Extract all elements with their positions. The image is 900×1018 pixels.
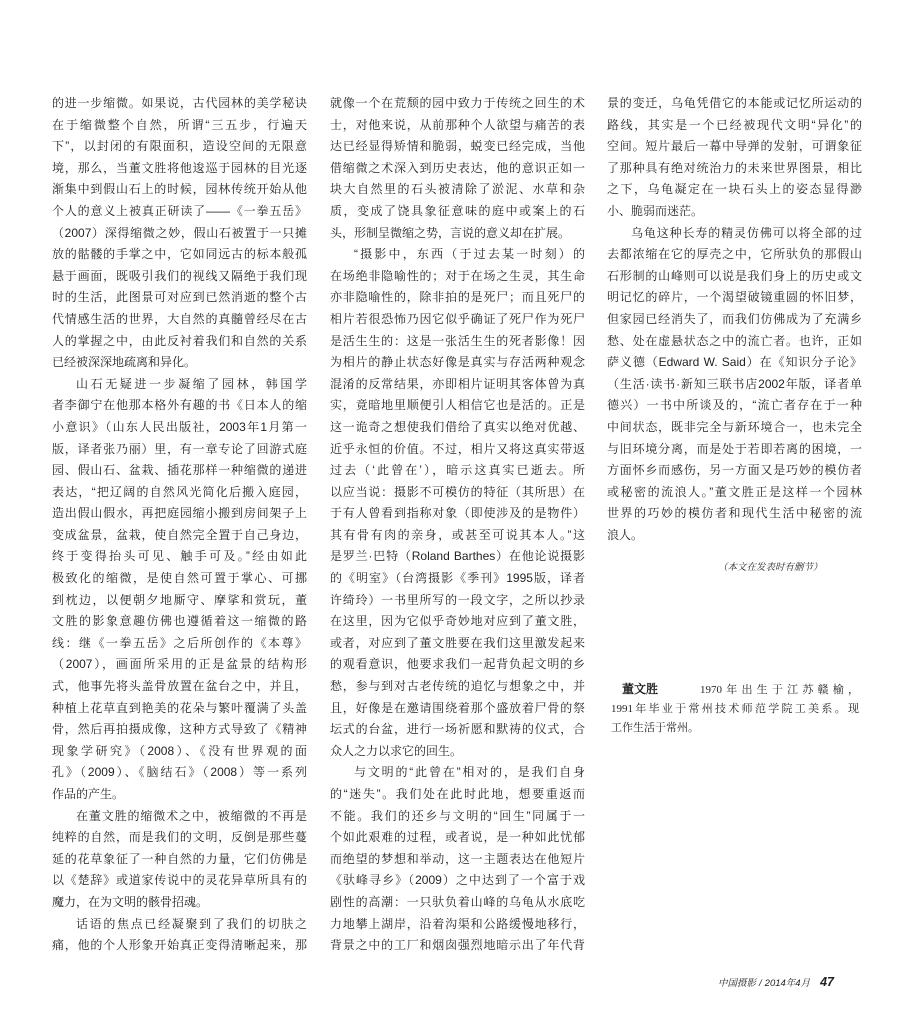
bio-text-line: 工作生活于常州。	[611, 722, 699, 734]
article-text-line: 许绮玲）一书里所写的一段文字，之所以抄录	[330, 592, 585, 607]
article-text-line: 已经被深深地疏离和异化。	[52, 355, 197, 370]
article-text-line: 剧性的高潮：一只驮负着山峰的乌龟从水底吃	[330, 894, 585, 909]
footer-issue-date: 2014年4月	[764, 978, 811, 989]
article-text-line: 在场绝非隐喻性的；对于在场之生灵，其生命	[330, 268, 585, 283]
article-text-line: 块大自然里的石头被清除了淤泥、水草和杂	[330, 182, 585, 197]
article-text-line: 放的骷髅的手掌之中，它如同远古的标本般孤	[52, 247, 307, 262]
article-text-line: 去都浓缩在它的厚壳之中，它所驮负的那假山	[607, 247, 862, 262]
article-text-line: 时的生活，此图景可对应到已然消逝的整个古	[52, 290, 307, 305]
article-text-line: 极致化的缩微，是使自然可置于掌心、可挪	[52, 571, 307, 586]
article-text-line: 为相片的静止状态好像是真实与存活两种观念	[330, 355, 585, 370]
article-text-line: 明记忆的碎片，一个渴望破镜重圆的怀旧梦，	[607, 290, 862, 305]
article-text-line: 愁，参与到对古老传统的追忆与想象之中，并	[330, 679, 585, 694]
article-text-line: 延的花草象征了一种自然的力量，它们仿佛是	[52, 851, 307, 866]
article-text-line: 境，那么，当董文胜将他逡巡于园林的目光逐	[52, 160, 307, 175]
article-paragraph	[52, 374, 307, 806]
article-text-line: 版，译者张乃丽）里，有一章专论了回游式庭	[52, 441, 307, 456]
article-text-line: 骨，然后再拍摄成像，这种方式导致了《精神	[52, 722, 307, 737]
article-text-line: 这一诡奇之想使我们借给了真实以绝对优越、	[330, 419, 585, 434]
article-text-line: 下”，以封闭的有限面积，造设空间的无限意	[52, 139, 307, 154]
article-text-line: 的进一步缩微。如果说，古代园林的美学秘诀	[52, 96, 307, 110]
article-text-line: 愁、处在虚悬状态之中的流亡者。也许，正如	[607, 333, 862, 348]
article-text-line: 的《明室》（台湾摄影《季刊》1995版，译者	[330, 571, 585, 586]
article-text-line: 在于缩微整个自然，所谓“三五步，行遍天	[52, 117, 307, 132]
article-text-line: （2007），画面所采用的正是盆景的结构形	[52, 657, 307, 672]
article-text-line: 过去（‘此曾在’），暗示这真实已逝去。所	[330, 463, 585, 478]
article-text-line: （生活·读书·新知三联书店2002年版，译者单	[607, 376, 862, 391]
article-column-3	[607, 93, 862, 546]
article-text-line: 德兴）一书中所谈及的，“流亡者存在于一种	[607, 398, 862, 413]
article-text-line: 空间。短片最后一幕中导弹的发射，可谓象征	[607, 139, 862, 154]
article-paragraph	[330, 244, 585, 762]
article-text-line: 背景之中的工厂和烟囱强烈地暗示出了年代背	[330, 938, 585, 953]
article-text-line: 就像一个在荒颓的园中致力于传统之回生的术	[330, 96, 585, 110]
article-text-line: 造出假山假水，再把庭园缩小搬到房间架子上	[52, 506, 307, 521]
article-text-line: 的观看意识，他要求我们一起背负起文明的乡	[330, 657, 585, 672]
article-text-line: 话语的焦点已经凝聚到了我们的切肤之	[76, 916, 307, 931]
article-text-line: 亦非隐喻性的，除非拍的是死尸；而且死尸的	[330, 290, 585, 305]
article-text-line: 以应当说：摄影不可模仿的特征（其所思）在	[330, 484, 585, 499]
article-text-line: 实，竟暗地里顺便引人相信它也是活的。正是	[330, 398, 585, 413]
article-text-line: 终于变得抬头可见、触手可及。”经由如此	[52, 549, 307, 564]
article-text-line: 表达，“把辽阔的自然风光简化后搬入庭园，	[52, 484, 307, 499]
article-text-line: “摄影中，东西（于过去某一时刻）的	[354, 247, 585, 262]
article-text-line: 与文明的“此曾在”相对的，是我们自身	[354, 765, 585, 780]
article-paragraph	[330, 762, 585, 956]
article-text-line: 乌龟这种长寿的精灵仿佛可以将全部的过	[631, 225, 862, 240]
article-text-line: 个如此艰难的过程，或者说，是一种如此忧郁	[330, 830, 585, 845]
article-text-line: 小、脆弱而迷茫。	[607, 203, 704, 218]
article-text-line: 质，变成了饶具象征意味的庭中或案上的石	[330, 203, 585, 218]
article-text-line: 方面怀乡而感伤，另一方面又是巧妙的模仿者	[607, 463, 862, 478]
article-text-line: 以《楚辞》或道家传说中的灵花异草所具有的	[52, 873, 307, 888]
bio-artist-name: 董文胜	[622, 682, 659, 696]
article-text-line: 于有人曾看到指称对象（即使涉及的是物件）	[330, 506, 585, 521]
article-column-1	[52, 93, 307, 957]
article-text-line: 到枕边，以便朝夕地厮守、摩挲和赏玩，董	[52, 592, 307, 607]
article-text-line: 山石无疑进一步凝缩了园林，韩国学	[76, 376, 307, 391]
article-text-line: 渐集中到假山石上的时候，园林传统开始从他	[52, 182, 307, 197]
article-text-line: 不能。我们的还乡与文明的“回生”同属于一	[330, 808, 585, 823]
article-text-line: 近乎永恒的价值。不过，相片又将这真实带返	[330, 441, 585, 456]
article-text-line: 中间状态，既非完全与新环境合一，也未完全	[607, 419, 862, 434]
article-text-line: （2007）深得缩微之妙，假山石被置于一只摊	[52, 225, 307, 240]
article-text-line: 萨义德（Edward W. Said）在《知识分子论》	[607, 355, 862, 370]
article-text-line: 士，对他来说，从前那种个人欲望与痛苦的表	[330, 117, 585, 132]
article-paragraph	[52, 93, 307, 374]
author-bio	[611, 680, 859, 739]
article-text-line: 头，形制呈微缩之势，言说的意义却在扩展。	[330, 225, 571, 240]
article-text-line: 景的变迁，乌龟凭借它的本能或记忆所运动的	[607, 96, 862, 110]
article-text-line: 是活生生的：这是一张活生生的死者影像！因	[330, 333, 585, 348]
article-text-line: 世界的巧妙的模仿者和现代生活中秘密的流	[607, 506, 862, 521]
article-text-line: 路线，其实是一个已经被现代文明“异化”的	[607, 117, 862, 132]
article-text-line: 文胜的影象意趣仿佛也遵循着这一缩微的路	[52, 614, 307, 629]
article-text-line: 而绝望的梦想和举动，这一主题表达在他短片	[330, 851, 585, 866]
article-paragraph	[52, 806, 307, 914]
article-text-line: 线：继《一拳五岳》之后所创作的《本尊》	[52, 635, 307, 650]
article-text-line: 但家园已经消失了，而我们仿佛成为了充满乡	[607, 311, 862, 326]
article-text-line: 与旧环境分离，而是处于若即若离的困境，一	[607, 441, 862, 456]
article-text-line: 了那种具有绝对统治力的未来世界图景，相比	[607, 160, 862, 175]
article-text-line: 达已经显得矫情和脆弱，蜕变已经完成，当他	[330, 139, 585, 154]
page-number: 47	[820, 975, 834, 989]
article-paragraph	[52, 914, 307, 957]
article-text-line: 在这里，因为它似乎奇妙地对应到了董文胜，	[330, 614, 585, 629]
article-paragraph	[607, 223, 862, 547]
editorial-note: （本文在发表时有删节）	[718, 563, 823, 573]
article-paragraph	[330, 93, 585, 244]
article-text-line: 种植上花草直到艳美的花朵与繁叶覆满了头盖	[52, 700, 307, 715]
article-text-line: 坛式的台盆，进行一场祈愿和默祷的仪式，合	[330, 722, 585, 737]
article-text-line: 《驮峰寻乡》（2009）之中达到了一个富于戏	[330, 873, 585, 888]
article-text-line: 现象学研究》（2008）、《没有世界观的面	[52, 743, 307, 758]
article-text-line: 借缩微之术深入到历史表达，他的意识正如一	[330, 160, 585, 175]
bio-text-line: 1991年毕业于常州技术师范学院工美系。现	[611, 702, 859, 715]
bio-text-line: 1970年出生于江苏赣榆，	[700, 684, 859, 696]
article-paragraph	[607, 93, 862, 223]
article-text-line: 孔》（2009）、《脑结石》（2008）等一系列	[52, 765, 307, 780]
article-text-line: 且，好像是在邀请围绕着那个盛放着尸骨的祭	[330, 700, 585, 715]
article-text-line: 或秘密的流浪人。”董文胜正是这样一个园林	[607, 484, 862, 499]
article-text-line: 纯粹的自然，而是我们的文明，反倒是那些蔓	[52, 830, 307, 845]
article-text-line: 代情感生活的世界，大自然的真髓曾经尽在古	[52, 311, 307, 326]
article-text-line: 式，他事先将头盖骨放置在盆台之中，并且，	[52, 679, 307, 694]
bio-first-line	[611, 680, 859, 700]
article-text-line: 的“迷失”。我们处在此时此地，想要重返而	[330, 787, 585, 801]
article-text-line: 浪人。	[607, 527, 644, 542]
article-text-line: 人的掌握之中，由此反衬着我们和自然的关系	[52, 333, 307, 348]
article-text-line: 在董文胜的缩微术之中，被缩微的不再是	[76, 808, 307, 823]
article-text-line: 悬于画面，既吸引我们的视线又隔绝于我们现	[52, 268, 307, 283]
article-text-line: 作品的产生。	[52, 787, 125, 801]
article-text-line: 混淆的反常结果，亦即相片证明其客体曾为真	[330, 376, 585, 391]
article-text-line: 魔力，在为文明的骸骨招魂。	[52, 894, 209, 909]
article-text-line: 变成盆景，盆栽，使自然完全置于自己身边，	[52, 527, 307, 542]
article-text-line: 痛，他的个人形象开始真正变得清晰起来，那	[52, 938, 307, 953]
article-text-line: 力地攀上湖岸，沿着沟渠和公路缓慢地移行，	[330, 916, 585, 931]
article-text-line: 石形制的山峰则可以说是我们身上的历史或文	[607, 268, 862, 283]
article-text-line: 之下，乌龟凝定在一块石头上的姿态显得渺	[607, 182, 862, 197]
article-text-line: 或者，对应到了董文胜要在我们这里激发起来	[330, 635, 585, 650]
article-text-line: 者李御宁在他那本格外有趣的书《日本人的缩	[52, 398, 307, 413]
article-text-line: 园、假山石、盆栽、插花那样一种缩微的递进	[52, 463, 307, 478]
article-text-line: 相片若很恐怖乃因它似乎确证了死尸作为死尸	[330, 311, 585, 326]
article-text-line: 其有骨有肉的亲身，或甚至可说其本人。”这	[330, 527, 585, 542]
article-text-line: 众人之力以求它的回生。	[330, 743, 463, 758]
article-text-line: 小意识》（山东人民出版社，2003年1月第一	[52, 419, 307, 434]
footer-magazine-name: 中国摄影	[718, 978, 757, 989]
article-text-line: 个人的意义上被真正研读了——《一拳五岳》	[52, 203, 307, 218]
footer-separator: /	[759, 978, 762, 989]
page-footer	[718, 975, 834, 995]
article-text-line: 是罗兰·巴特（Roland Barthes）在他论说摄影	[330, 549, 585, 564]
article-column-2	[330, 93, 585, 957]
